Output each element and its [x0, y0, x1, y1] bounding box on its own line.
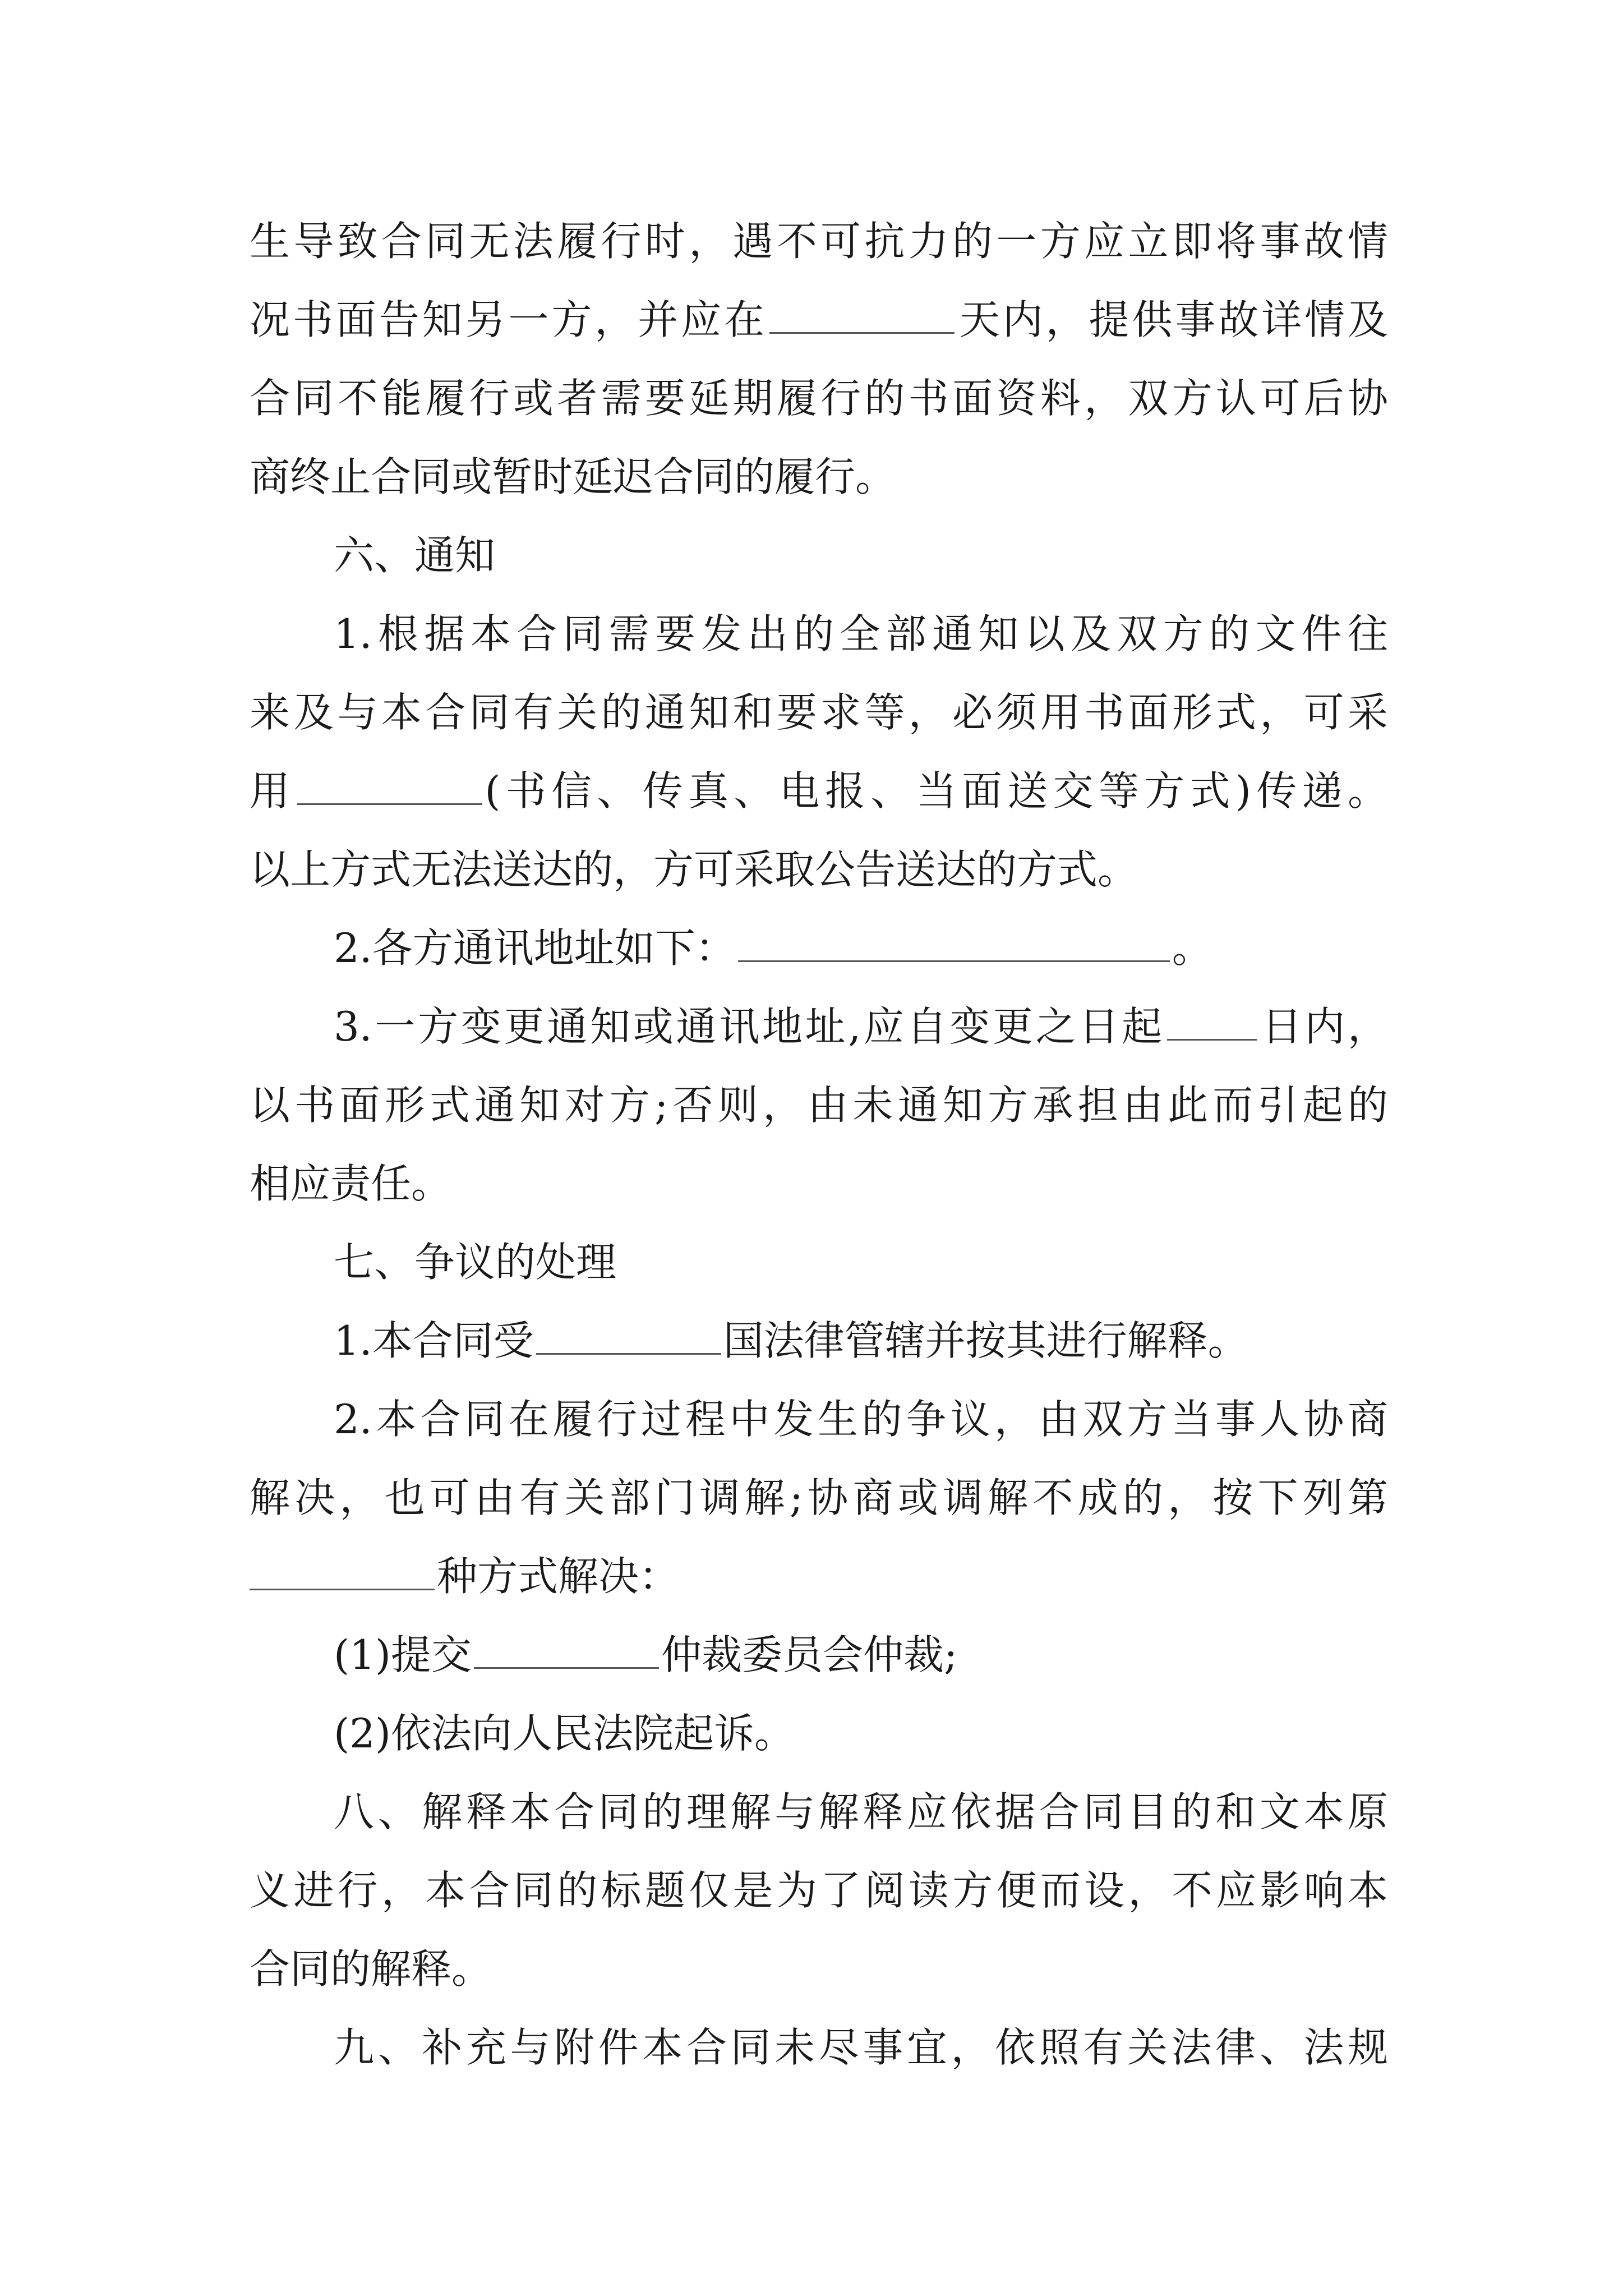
- dispute-item-2-line-3: [250, 1537, 1388, 1616]
- notice-item-1-line-4: 以上方式无法送达的，方可采取公告送达的方式。: [250, 846, 1138, 893]
- dispute-option-1: [250, 1616, 1388, 1694]
- delivery-method-blank: [297, 764, 482, 805]
- dispute-item-2-line-1: 2.本合同在履行过程中发生的争议，由双方当事人协商: [334, 1396, 1388, 1443]
- notice-item-1-line-1: 1.根据本合同需要发出的全部通知以及双方的文件往: [334, 610, 1388, 657]
- days-blank: [769, 293, 955, 334]
- text-segment: 2.各方通讯地址如下：: [334, 924, 736, 972]
- force-majeure-line-2: [250, 280, 1388, 359]
- notice-item-1-line-2: 来及与本合同有关的通知和要求等，必须用书面形式，可采: [250, 689, 1388, 736]
- section-8-line-3: 合同的解释。: [250, 1945, 492, 1993]
- resolution-choice-blank: [250, 1549, 435, 1590]
- section-9-line-1: 九、补充与附件本合同未尽事宜，依照有关法律、法规: [334, 2024, 1388, 2071]
- text-segment: 天内，提供事故详情及: [956, 296, 1388, 343]
- notice-item-3-line-1: [250, 987, 1388, 1066]
- notice-item-3-line-3: 相应责任。: [250, 1160, 452, 1207]
- force-majeure-line-3: 合同不能履行或者需要延期履行的书面资料，双方认可后协: [250, 375, 1388, 422]
- text-segment: 日内，: [1258, 1003, 1388, 1050]
- text-segment: (书信、传真、电报、当面送交等方式)传递。: [485, 767, 1388, 815]
- governing-law-blank: [536, 1314, 721, 1355]
- notice-days-blank: [1167, 1000, 1257, 1041]
- text-segment: 国法律管辖并按其进行解释。: [723, 1317, 1248, 1364]
- notice-item-3-line-2: 以书面形式通知对方;否则，由未通知方承担由此而引起的: [250, 1082, 1388, 1129]
- text-segment: (1)提交: [334, 1631, 472, 1678]
- text-segment: 1.本合同受: [334, 1317, 534, 1364]
- text-segment: 种方式解决：: [437, 1553, 680, 1600]
- section-6-heading: 六、通知: [334, 532, 496, 579]
- notice-item-1-line-3: [250, 752, 1388, 830]
- dispute-option-2: (2)依法向人民法院起诉。: [334, 1710, 795, 1757]
- section-7-heading: 七、争议的处理: [334, 1239, 617, 1286]
- text-segment: 用: [250, 767, 296, 815]
- section-8-line-1: 八、解释本合同的理解与解释应依据合同目的和文本原: [334, 1788, 1388, 1835]
- notice-item-2: [250, 909, 1388, 987]
- arbitration-committee-blank: [474, 1628, 659, 1669]
- dispute-item-1: [250, 1301, 1388, 1380]
- force-majeure-line-1: 生导致合同无法履行时，遇不可抗力的一方应立即将事故情: [250, 218, 1388, 265]
- text-segment: 况书面告知另一方，并应在: [250, 296, 767, 343]
- text-segment: 仲裁委员会仲裁;: [661, 1631, 958, 1678]
- dispute-item-2-line-2: 解决，也可由有关部门调解;协商或调解不成的，按下列第: [250, 1474, 1388, 1521]
- address-blank: [738, 921, 1170, 962]
- text-segment: 。: [1172, 924, 1212, 972]
- section-8-line-2: 义进行，本合同的标题仅是为了阅读方便而设，不应影响本: [250, 1867, 1388, 1914]
- text-segment: 3.一方变更通知或通讯地址,应自变更之日起: [334, 1003, 1165, 1050]
- force-majeure-line-4: 商终止合同或暂时延迟合同的履行。: [250, 453, 896, 500]
- document-body: [250, 202, 1388, 2087]
